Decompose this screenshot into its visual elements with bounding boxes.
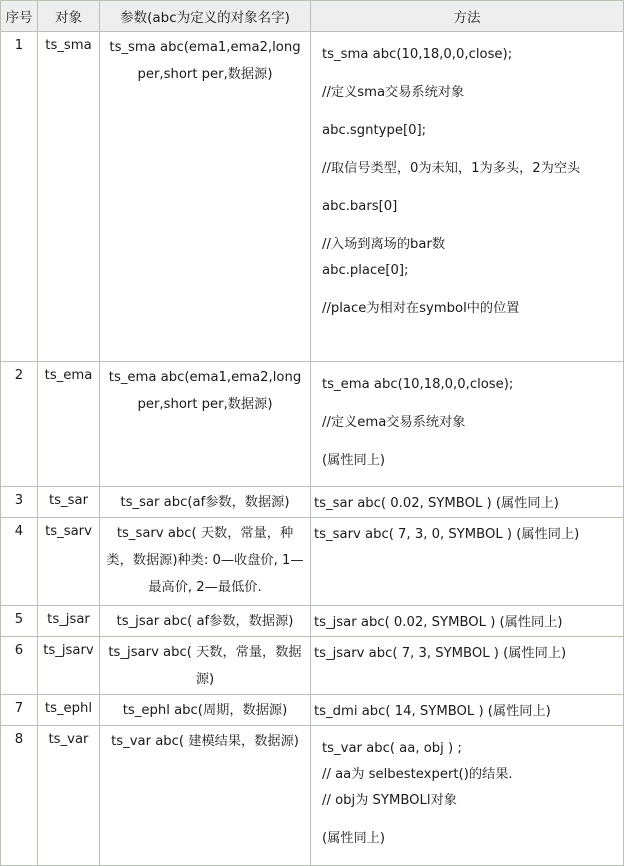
- table-row: [1, 362, 624, 487]
- comment-line: //定义sma交易系统对象: [322, 85, 465, 100]
- row-params: ts_var abc( 建模结果，数据源): [100, 726, 311, 866]
- comment-line: //定义ema交易系统对象: [322, 415, 466, 430]
- row-seq: 2: [1, 362, 38, 487]
- header-params: 参数(abc为定义的对象名字): [100, 1, 311, 32]
- row-params: ts_jsarv abc( 天数，常量，数据源): [100, 637, 311, 695]
- row-method: ts_sarv abc( 7, 3, 0, SYMBOL ) (属性同上): [311, 518, 624, 606]
- table-row: [1, 32, 624, 362]
- row-seq: 8: [1, 726, 38, 866]
- row-method: [311, 32, 624, 362]
- row-object: ts_ema: [38, 362, 100, 487]
- code-line: abc.sgntype[0];: [322, 123, 427, 138]
- comment-line: //place为相对在symbol中的位置: [322, 301, 520, 316]
- code-line: ts_ema abc(10,18,0,0,close);: [322, 377, 514, 392]
- row-seq: 7: [1, 695, 38, 726]
- note-line: (属性同上): [322, 453, 386, 468]
- table-row: [1, 487, 624, 518]
- header-object: 对象: [38, 1, 100, 32]
- row-object: ts_jsar: [38, 606, 100, 637]
- code-line: ts_var abc( aa, obj ) ;: [322, 741, 462, 756]
- row-method: ts_sar abc( 0.02, SYMBOL ) (属性同上): [311, 487, 624, 518]
- table-header-row: [1, 1, 624, 32]
- table-row: [1, 637, 624, 695]
- table-row: [1, 726, 624, 866]
- row-seq: 6: [1, 637, 38, 695]
- row-object: ts_jsarv: [38, 637, 100, 695]
- row-object: ts_sar: [38, 487, 100, 518]
- table-row: [1, 695, 624, 726]
- row-object: ts_sma: [38, 32, 100, 362]
- table-row: [1, 606, 624, 637]
- code-line: abc.place[0];: [322, 263, 409, 278]
- row-params: ts_ephl abc(周期，数据源): [100, 695, 311, 726]
- note-line: (属性同上): [322, 831, 386, 846]
- row-seq: 5: [1, 606, 38, 637]
- row-method: ts_jsarv abc( 7, 3, SYMBOL ) (属性同上): [311, 637, 624, 695]
- row-object: ts_ephl: [38, 695, 100, 726]
- row-object: ts_sarv: [38, 518, 100, 606]
- comment-line: //取信号类型，0为未知，1为多头，2为空头: [322, 161, 581, 176]
- row-method: ts_dmi abc( 14, SYMBOL ) (属性同上): [311, 695, 624, 726]
- row-params: ts_sar abc(af参数，数据源): [100, 487, 311, 518]
- row-method: ts_jsar abc( 0.02, SYMBOL ) (属性同上): [311, 606, 624, 637]
- row-method: [311, 362, 624, 487]
- header-method: 方法: [311, 1, 624, 32]
- row-params: ts_jsar abc( af参数，数据源): [100, 606, 311, 637]
- comment-line: //入场到离场的bar数: [322, 237, 446, 252]
- code-line: ts_sma abc(10,18,0,0,close);: [322, 47, 513, 62]
- comment-line: // aa为 selbestexpert()的结果.: [322, 767, 513, 782]
- row-params: ts_ema abc(ema1,ema2,long per,short per,数据源): [100, 362, 311, 487]
- row-object: ts_var: [38, 726, 100, 866]
- row-params: ts_sma abc(ema1,ema2,long per,short per,数据源): [100, 32, 311, 362]
- header-seq: 序号: [1, 1, 38, 32]
- table-row: [1, 518, 624, 606]
- row-params: ts_sarv abc( 天数，常量，种类，数据源)种类: 0—收盘价, 1—最高价, 2—最低价.: [100, 518, 311, 606]
- row-seq: 4: [1, 518, 38, 606]
- comment-line: // obj为 SYMBOLl对象: [322, 793, 457, 808]
- row-seq: 3: [1, 487, 38, 518]
- row-seq: 1: [1, 32, 38, 362]
- row-method: [311, 726, 624, 866]
- code-line: abc.bars[0]: [322, 199, 398, 214]
